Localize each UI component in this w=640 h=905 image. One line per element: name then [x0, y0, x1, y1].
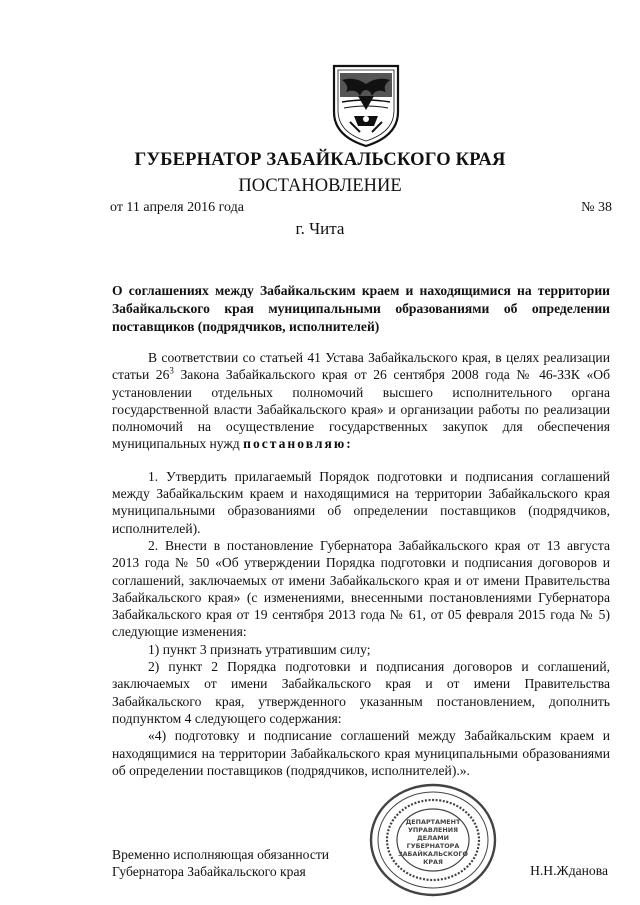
- document-city: г. Чита: [295, 219, 345, 238]
- signer-name: Н.Н.Жданова: [530, 863, 608, 878]
- signer-position-line1: Временно исполняющая обязанности: [112, 847, 330, 862]
- preamble-text-b: Закона Забайкальского края от 26 сентября 2008 года № 46-ЗЗК «Об установлении отдельных полномочий высшего исполнительного органа государственной власти Забайкальского края» и организации работы по реализации полномочий на осуществление государственных закупок для обеспечения муниципальных нужд: [112, 367, 610, 452]
- item-2-subitem-2: 2) пункт 2 Порядка подготовки и подписания договоров и соглашений, заключаемых от имени Забайкальского края и от имени Правительства Забайкальского края, утвержденного указанным постановлением, дополнить подпунктом 4 следующего содержания:: [112, 659, 610, 726]
- document-title: ГУБЕРНАТОР ЗАБАЙКАЛЬСКОГО КРАЯ: [134, 150, 506, 170]
- item-2-subitem-1: 1) пункт 3 признать утратившим силу;: [148, 641, 371, 657]
- signer-position: [112, 846, 329, 880]
- item-2-subitem-3: «4) подготовку и подписание соглашений между Забайкальским краем и находящимися на территории Забайкальского края муниципальными образованиями об определении поставщиков (подрядчиков, исполнителей).».: [112, 728, 610, 778]
- preamble-superscript: 3: [169, 365, 174, 376]
- signer-position-line2: Губернатора Забайкальского края: [112, 864, 306, 879]
- coat-of-arms-emblem: [328, 56, 404, 148]
- seal-text-line2: УПРАВЛЕНИЯ: [407, 826, 459, 834]
- official-seal-stamp: [368, 782, 498, 898]
- preamble-paragraph: [112, 349, 610, 453]
- preamble-text-a: В соответствии со статьей 41 Устава Забайкальского края, в целях реализации статьи 26: [112, 350, 610, 383]
- seal-text-line5: ЗАБАЙКАЛЬСКОГО: [398, 850, 468, 858]
- seal-text-line6: КРАЯ: [423, 858, 443, 866]
- item-2-paragraph: 2. Внести в постановление Губернатора Забайкальского края от 13 августа 2013 года № 50 «Об утверждении Порядка подготовки и подписания договоров и соглашений, заключаемых от имени Забайкальского края и от имени Правительства Забайкальского края» (с изменениями, внесенными постановлениями Губернатора Забайкальского края от 19 сентября 2013 года № 61, от 05 февраля 2015 года № 5) следующие изменения:: [112, 537, 610, 640]
- seal-text-line3: ДЕЛАМИ: [416, 834, 450, 842]
- document-type: ПОСТАНОВЛЕНИЕ: [238, 176, 402, 196]
- seal-text-line1: ДЕПАРТАМЕНТ: [405, 818, 461, 826]
- document-body: [112, 349, 610, 779]
- decree-word: постановляю:: [243, 436, 353, 452]
- item-1-paragraph: 1. Утвердить прилагаемый Порядок подготовки и подписания соглашений между Забайкальским краем и находящимися на территории Забайкальского края муниципальными образованиями об определении поставщиков (подрядчиков, исполнителей).: [112, 468, 610, 536]
- seal-text-line4: ГУБЕРНАТОРА: [406, 842, 460, 850]
- document-subject: О соглашениях между Забайкальским краем и находящимися на территории Забайкальского края муниципальными образованиями об определении поставщиков (подрядчиков, исполнителей): [112, 283, 610, 334]
- document-date: от 11 апреля 2016 года: [110, 200, 244, 215]
- document-number: № 38: [581, 200, 612, 215]
